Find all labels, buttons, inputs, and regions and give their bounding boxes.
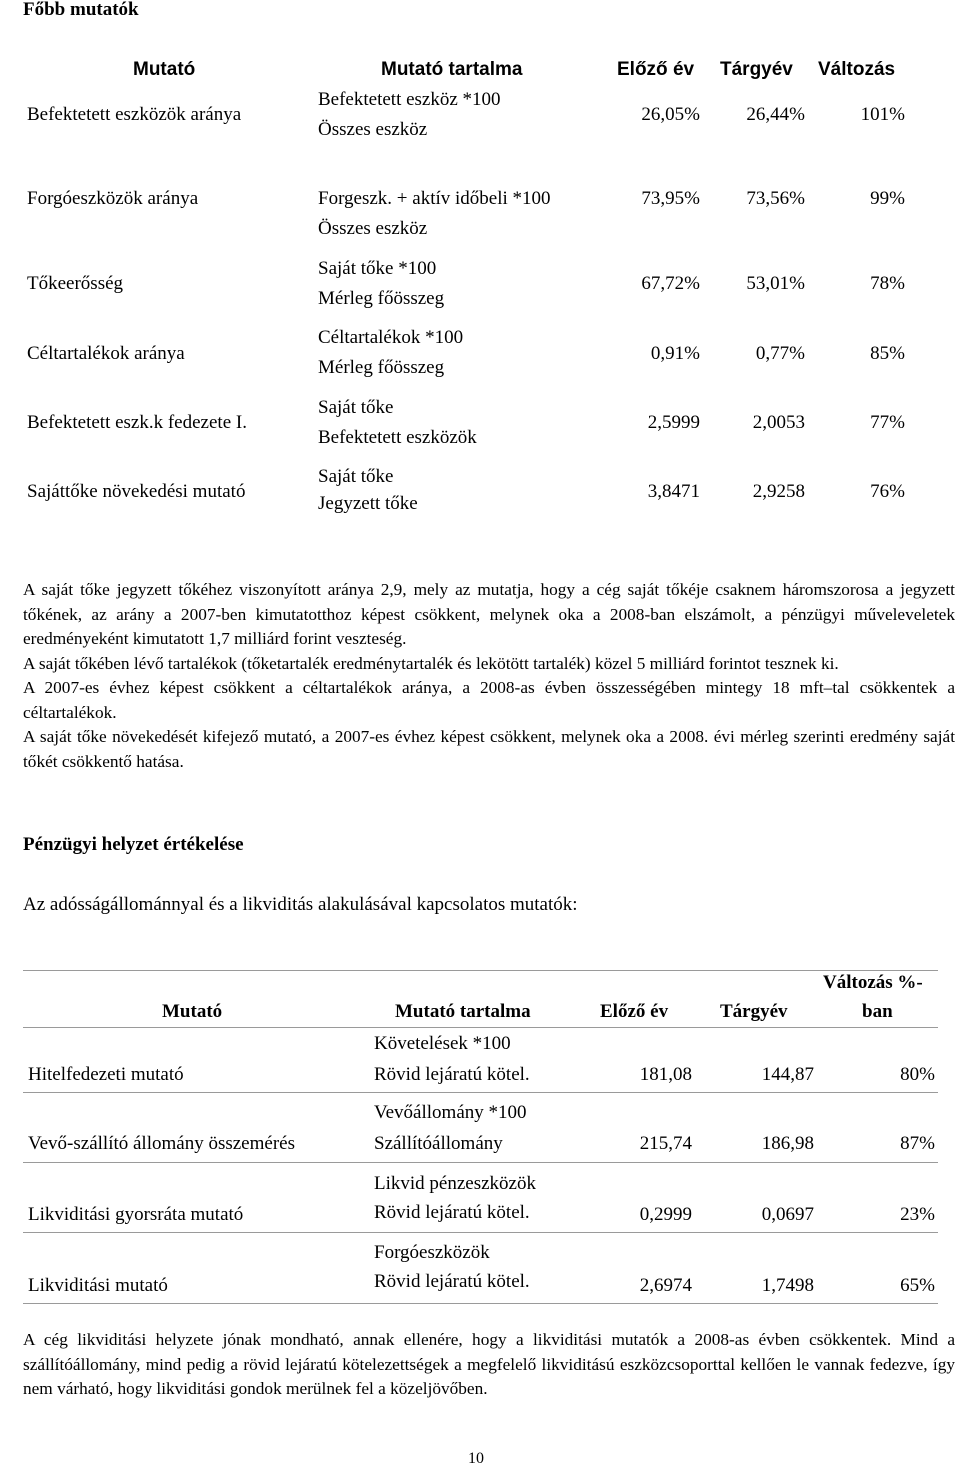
table2-header-tartalma: Mutató tartalma [395,1001,531,1022]
row-name: Sajáttőke növekedési mutató [27,481,246,502]
curr-value: 144,87 [761,1064,814,1085]
row-name: Tőkeerősség [27,273,124,294]
paragraph-block-1 [23,578,955,774]
change-value: 23% [900,1204,935,1225]
section-heading-fobb-mutatok: Főbb mutatók [23,0,139,20]
table1-header-mutato: Mutató [133,59,196,80]
paragraph: A saját tőke növekedését kifejező mutató, a 2007-es évhez képest csökkent, melynek oka a 2008. évi mérleg szerinti eredmény saját tőkét csökkentő hatása. [23,727,955,771]
curr-value: 1,7498 [761,1275,814,1296]
formula-denominator: Rövid lejáratú kötel. [374,1064,530,1085]
prev-value: 2,5999 [647,412,700,433]
paragraph-likviditas: A cég likviditási helyzete jónak mondható, annak ellenére, hogy a likviditási mutatók a 2008-as évben csökkentek. Mind a szállítóállomány, mind pedig a rövid lejáratú kötelezettségek a megfelelő likviditású eszközcsoporttal kellően le vannak fedezve, így nem várható, hogy likviditási gondok merülnek fel a közeljövőben. [23,1330,955,1398]
formula-denominator: Összes eszköz [318,218,428,239]
curr-value: 2,0053 [752,412,805,433]
prev-value: 215,74 [639,1133,692,1154]
change-value: 85% [870,343,905,364]
curr-value: 186,98 [761,1133,814,1154]
table2-header-mutato: Mutató [162,1001,223,1022]
formula-denominator: Összes eszköz [318,119,428,140]
row-name: Céltartalékok aránya [27,343,185,364]
formula-denominator: Rövid lejáratú kötel. [374,1202,530,1223]
prev-value: 26,05% [641,104,700,125]
row-name: Befektetett eszközök aránya [27,104,242,125]
change-value: 65% [900,1275,935,1296]
formula-denominator: Jegyzett tőke [318,493,418,514]
section-heading-penzugyi-helyzet: Pénzügyi helyzet értékelése [23,834,244,855]
formula-numerator: Céltartalékok *100 [318,327,464,348]
prev-value: 0,91% [650,343,700,364]
prev-value: 0,2999 [639,1204,692,1225]
curr-value: 53,01% [746,273,805,294]
table2-header-valtozas: Változás %- [823,972,923,993]
table2-top-rule [23,970,938,971]
paragraph: A saját tőke jegyzett tőkéhez viszonyított aránya 2,9, mely az mutatja, hogy a cég saját tőkéje csaknem háromszorosa a jegyzett tőkének, az arány a 2007-ben kimutatotthoz képest csökkent, melynek oka a 2008-ban elszámolt, a pénzügyi műveleveletek eredményeként kimutatott 1,7 milliárd forint veszteség. [23,580,955,648]
prev-value: 67,72% [641,273,700,294]
formula-denominator: Mérleg főösszeg [318,288,445,309]
formula-numerator: Saját tőke [318,397,394,418]
paragraph: A 2007-es évhez képest csökkent a céltartalékok aránya, a 2008-as évben összességében mintegy 18 mft–tal csökkentek a céltartalékok. [23,678,955,722]
change-value: 101% [860,104,905,125]
formula-numerator: Saját tőke [318,466,394,487]
formula-denominator: Mérleg főösszeg [318,357,445,378]
change-value: 80% [900,1064,935,1085]
change-value: 99% [870,188,905,209]
row-name: Likviditási gyorsráta mutató [28,1204,244,1225]
formula-numerator: Vevőállomány *100 [374,1102,527,1123]
prev-value: 73,95% [641,188,700,209]
curr-value: 0,0697 [761,1204,814,1225]
formula-denominator: Befektetett eszközök [318,427,477,448]
table2-header-rule [23,1027,938,1028]
table2-bottom-rule [23,1303,938,1304]
row-name: Hitelfedezeti mutató [28,1064,184,1085]
change-value: 87% [900,1133,935,1154]
formula-numerator: Likvid pénzeszközök [374,1173,536,1194]
table2-row-rule [23,1092,938,1093]
curr-value: 0,77% [755,343,805,364]
row-name: Befektetett eszk.k fedezete I. [27,412,247,433]
table1-header-targyev: Tárgyév [720,59,793,80]
section-intro: Az adósságállománnyal és a likviditás alakulásával kapcsolatos mutatók: [23,894,578,915]
prev-value: 181,08 [639,1064,692,1085]
table1-header-valtozas: Változás [818,59,896,80]
paragraph: A saját tőkében lévő tartalékok (tőketartalék eredménytartalék és lekötött tartalék) közel 5 milliárd forintot tesznek ki. [23,653,839,673]
table2-header-valtozas-ban: ban [862,1001,893,1022]
curr-value: 2,9258 [752,481,805,502]
row-name: Forgóeszközök aránya [27,188,199,209]
formula-denominator: Szállítóállomány [374,1133,503,1154]
page-number: 10 [468,1450,484,1467]
prev-value: 3,8471 [647,481,700,502]
curr-value: 26,44% [746,104,805,125]
table1-header-tartalma: Mutató tartalma [381,59,523,80]
formula-numerator: Követelések *100 [374,1033,511,1054]
formula-numerator: Forgeszk. + aktív időbeli *100 [318,188,551,209]
formula-denominator: Rövid lejáratú kötel. [374,1271,530,1292]
row-name: Vevő-szállító állomány összemérés [28,1133,295,1154]
table1-header-elozo-ev: Előző év [617,59,695,80]
row-name: Likviditási mutató [28,1275,168,1296]
curr-value: 73,56% [746,188,805,209]
change-value: 76% [870,481,905,502]
table2-header-targyev: Tárgyév [720,1001,788,1022]
formula-numerator: Forgóeszközök [374,1242,490,1263]
table2-row-rule [23,1162,938,1163]
change-value: 77% [870,412,905,433]
formula-numerator: Befektetett eszköz *100 [318,89,501,110]
table2-row-rule [23,1232,938,1233]
change-value: 78% [870,273,905,294]
formula-numerator: Saját tőke *100 [318,258,437,279]
prev-value: 2,6974 [639,1275,692,1296]
table2-header-elozo-ev: Előző év [600,1001,669,1022]
